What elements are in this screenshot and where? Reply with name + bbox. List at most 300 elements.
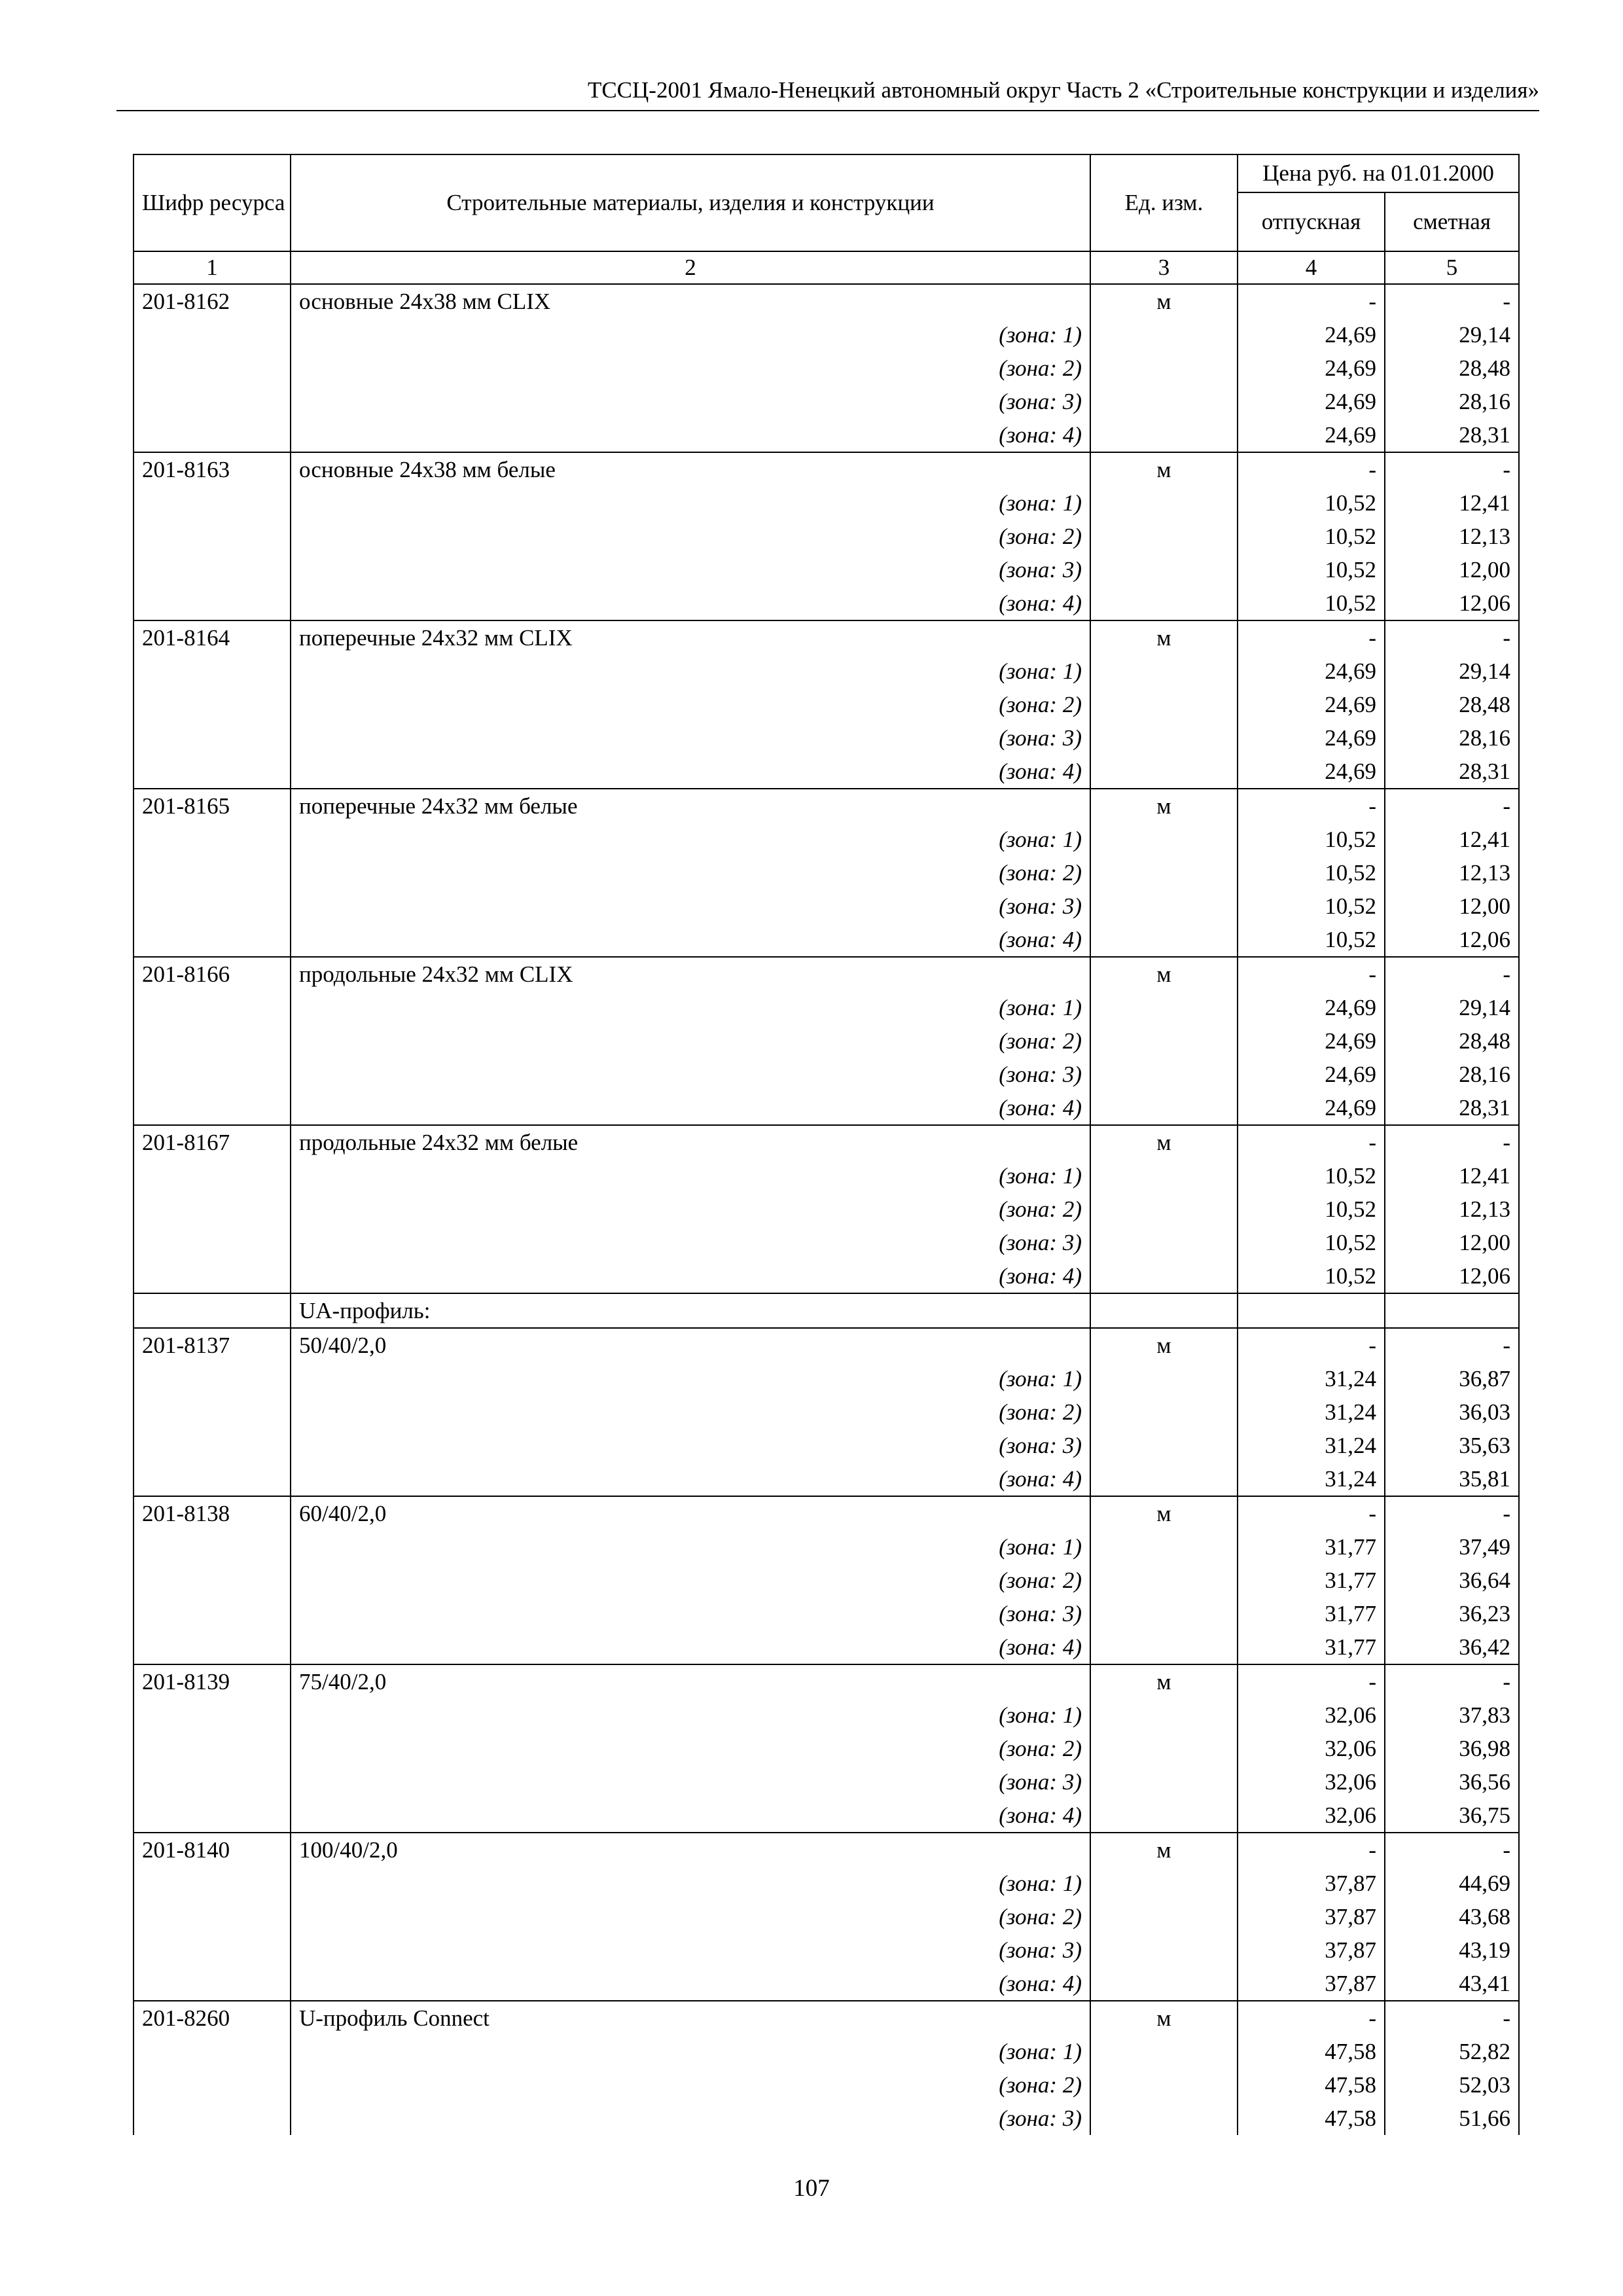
release-price: 32,06 bbox=[1238, 1765, 1385, 1799]
zone-label: (зона: 1) bbox=[291, 1362, 1090, 1395]
unit: м bbox=[1090, 1833, 1238, 1867]
estimate-price: 12,06 bbox=[1385, 1259, 1519, 1293]
zone-row bbox=[134, 2035, 1519, 2068]
unit-cell bbox=[1090, 823, 1238, 856]
zone-row bbox=[134, 823, 1519, 856]
zone-label: (зона: 1) bbox=[291, 1867, 1090, 1900]
column-number: 1 bbox=[134, 251, 291, 284]
zone-label: (зона: 4) bbox=[291, 1799, 1090, 1833]
estimate-price: 12,00 bbox=[1385, 553, 1519, 586]
resource-code-cell bbox=[134, 923, 291, 957]
estimate-price: 28,16 bbox=[1385, 385, 1519, 418]
unit: м bbox=[1090, 789, 1238, 823]
material-name: продольные 24х32 мм белые bbox=[291, 1125, 1090, 1159]
resource-code: 201-8163 bbox=[134, 452, 291, 486]
zone-label: (зона: 1) bbox=[291, 318, 1090, 351]
unit-cell bbox=[1090, 351, 1238, 385]
estimate-price-blank: - bbox=[1385, 284, 1519, 318]
resource-code-cell bbox=[134, 1395, 291, 1429]
material-name: 75/40/2,0 bbox=[291, 1664, 1090, 1698]
unit-cell bbox=[1090, 1732, 1238, 1765]
zone-label: (зона: 3) bbox=[291, 721, 1090, 755]
resource-code: 201-8140 bbox=[134, 1833, 291, 1867]
item-row bbox=[134, 452, 1519, 486]
zone-label: (зона: 3) bbox=[291, 2102, 1090, 2135]
estimate-price: 36,75 bbox=[1385, 1799, 1519, 1833]
estimate-price: 36,56 bbox=[1385, 1765, 1519, 1799]
unit-cell bbox=[1090, 1024, 1238, 1058]
estimate-price: 35,63 bbox=[1385, 1429, 1519, 1462]
zone-label: (зона: 4) bbox=[291, 923, 1090, 957]
resource-code-cell bbox=[134, 2068, 291, 2102]
unit-cell bbox=[1090, 553, 1238, 586]
unit-cell bbox=[1090, 1293, 1238, 1328]
price-table bbox=[133, 154, 1520, 2135]
estimate-price-blank: - bbox=[1385, 620, 1519, 655]
resource-code-cell bbox=[134, 1058, 291, 1091]
release-price: 24,69 bbox=[1238, 385, 1385, 418]
unit: м bbox=[1090, 1664, 1238, 1698]
release-price-blank: - bbox=[1238, 284, 1385, 318]
zone-row bbox=[134, 1900, 1519, 1933]
resource-code-cell bbox=[134, 1462, 291, 1496]
zone-row bbox=[134, 1259, 1519, 1293]
estimate-price: 28,16 bbox=[1385, 1058, 1519, 1091]
resource-code: 201-8164 bbox=[134, 620, 291, 655]
item-row bbox=[134, 284, 1519, 318]
zone-row bbox=[134, 1159, 1519, 1193]
estimate-price-blank: - bbox=[1385, 1125, 1519, 1159]
zone-row bbox=[134, 1193, 1519, 1226]
zone-row bbox=[134, 520, 1519, 553]
zone-label: (зона: 2) bbox=[291, 2068, 1090, 2102]
unit-cell bbox=[1090, 2068, 1238, 2102]
zone-row bbox=[134, 2068, 1519, 2102]
release-price: 24,69 bbox=[1238, 418, 1385, 452]
release-price: 24,69 bbox=[1238, 1058, 1385, 1091]
zone-label: (зона: 3) bbox=[291, 553, 1090, 586]
zone-label: (зона: 1) bbox=[291, 655, 1090, 688]
release-price: 47,58 bbox=[1238, 2035, 1385, 2068]
resource-code-cell bbox=[134, 688, 291, 721]
unit-cell bbox=[1090, 1900, 1238, 1933]
zone-label: (зона: 3) bbox=[291, 385, 1090, 418]
resource-code-cell bbox=[134, 586, 291, 620]
release-price: 31,77 bbox=[1238, 1597, 1385, 1630]
resource-code-cell bbox=[134, 418, 291, 452]
zone-label: (зона: 1) bbox=[291, 2035, 1090, 2068]
zone-label: (зона: 1) bbox=[291, 1159, 1090, 1193]
header-release: отпускная bbox=[1238, 192, 1385, 251]
estimate-price-blank: - bbox=[1385, 2001, 1519, 2035]
estimate-price: 36,64 bbox=[1385, 1564, 1519, 1597]
estimate-price: 12,13 bbox=[1385, 520, 1519, 553]
zone-row bbox=[134, 688, 1519, 721]
release-price: 10,52 bbox=[1238, 1193, 1385, 1226]
unit-cell bbox=[1090, 1630, 1238, 1664]
zone-row bbox=[134, 1765, 1519, 1799]
resource-code-cell bbox=[134, 1597, 291, 1630]
item-row bbox=[134, 789, 1519, 823]
resource-code-cell bbox=[134, 1362, 291, 1395]
zone-label: (зона: 1) bbox=[291, 991, 1090, 1024]
estimate-price: 36,23 bbox=[1385, 1597, 1519, 1630]
resource-code-cell bbox=[134, 1193, 291, 1226]
estimate-price: 28,48 bbox=[1385, 688, 1519, 721]
release-price-blank: - bbox=[1238, 452, 1385, 486]
release-price-blank: - bbox=[1238, 620, 1385, 655]
zone-label: (зона: 4) bbox=[291, 1091, 1090, 1125]
zone-row bbox=[134, 1429, 1519, 1462]
release-price: 10,52 bbox=[1238, 1159, 1385, 1193]
resource-code: 201-8138 bbox=[134, 1496, 291, 1530]
unit-cell bbox=[1090, 923, 1238, 957]
zone-label: (зона: 4) bbox=[291, 1462, 1090, 1496]
release-price: 10,52 bbox=[1238, 486, 1385, 520]
release-price: 32,06 bbox=[1238, 1698, 1385, 1732]
release-price: 24,69 bbox=[1238, 318, 1385, 351]
zone-row bbox=[134, 1091, 1519, 1125]
column-number: 4 bbox=[1238, 251, 1385, 284]
zone-label: (зона: 3) bbox=[291, 889, 1090, 923]
release-price: 47,58 bbox=[1238, 2102, 1385, 2135]
resource-code-cell bbox=[134, 755, 291, 789]
estimate-price: 51,66 bbox=[1385, 2102, 1519, 2135]
release-price: 24,69 bbox=[1238, 1024, 1385, 1058]
page-number: 107 bbox=[793, 2175, 830, 2202]
release-price-blank: - bbox=[1238, 789, 1385, 823]
release-price: 47,58 bbox=[1238, 2068, 1385, 2102]
resource-code-cell bbox=[134, 1900, 291, 1933]
release-price: 10,52 bbox=[1238, 520, 1385, 553]
estimate-price: 36,87 bbox=[1385, 1362, 1519, 1395]
resource-code-cell bbox=[134, 655, 291, 688]
unit: м bbox=[1090, 452, 1238, 486]
release-price: 24,69 bbox=[1238, 721, 1385, 755]
release-price-blank: - bbox=[1238, 1496, 1385, 1530]
item-row bbox=[134, 1833, 1519, 1867]
zone-row bbox=[134, 486, 1519, 520]
zone-label: (зона: 4) bbox=[291, 1967, 1090, 2001]
unit-cell bbox=[1090, 1058, 1238, 1091]
resource-code-cell bbox=[134, 823, 291, 856]
resource-code-cell bbox=[134, 2102, 291, 2135]
zone-label: (зона: 4) bbox=[291, 1259, 1090, 1293]
unit-cell bbox=[1090, 755, 1238, 789]
zone-label: (зона: 2) bbox=[291, 1395, 1090, 1429]
item-row bbox=[134, 1664, 1519, 1698]
estimate-price: 28,48 bbox=[1385, 1024, 1519, 1058]
document-title: ТССЦ-2001 Ямало-Ненецкий автономный округ Часть 2 «Строительные конструкции и изделия» bbox=[587, 77, 1539, 103]
unit-cell bbox=[1090, 889, 1238, 923]
estimate-price-blank: - bbox=[1385, 1496, 1519, 1530]
unit-cell bbox=[1090, 1362, 1238, 1395]
unit: м bbox=[1090, 1125, 1238, 1159]
zone-label: (зона: 2) bbox=[291, 1564, 1090, 1597]
estimate-price: 37,49 bbox=[1385, 1530, 1519, 1564]
resource-code-cell bbox=[134, 553, 291, 586]
release-price: 24,69 bbox=[1238, 351, 1385, 385]
release-price: 10,52 bbox=[1238, 856, 1385, 889]
resource-code-cell bbox=[134, 1429, 291, 1462]
resource-code: 201-8165 bbox=[134, 789, 291, 823]
item-row bbox=[134, 620, 1519, 655]
unit-cell bbox=[1090, 318, 1238, 351]
zone-row bbox=[134, 1732, 1519, 1765]
zone-row bbox=[134, 553, 1519, 586]
estimate-price: 35,81 bbox=[1385, 1462, 1519, 1496]
resource-code: 201-8167 bbox=[134, 1125, 291, 1159]
estimate-price: 12,41 bbox=[1385, 1159, 1519, 1193]
zone-row bbox=[134, 418, 1519, 452]
zone-row bbox=[134, 385, 1519, 418]
resource-code-cell bbox=[134, 1765, 291, 1799]
resource-code-cell bbox=[134, 1259, 291, 1293]
resource-code-cell bbox=[134, 1630, 291, 1664]
zone-label: (зона: 2) bbox=[291, 351, 1090, 385]
page-header bbox=[116, 71, 1539, 111]
release-price-blank: - bbox=[1238, 2001, 1385, 2035]
zone-label: (зона: 4) bbox=[291, 586, 1090, 620]
column-number: 3 bbox=[1090, 251, 1238, 284]
zone-row bbox=[134, 586, 1519, 620]
estimate-price: 12,00 bbox=[1385, 1226, 1519, 1259]
item-row bbox=[134, 1496, 1519, 1530]
resource-code-cell bbox=[134, 1933, 291, 1967]
item-row bbox=[134, 2001, 1519, 2035]
estimate-price: 28,31 bbox=[1385, 418, 1519, 452]
release-price: 31,24 bbox=[1238, 1429, 1385, 1462]
release-price: 24,69 bbox=[1238, 755, 1385, 789]
unit-cell bbox=[1090, 2035, 1238, 2068]
release-price: 10,52 bbox=[1238, 889, 1385, 923]
release-price: 10,52 bbox=[1238, 586, 1385, 620]
zone-label: (зона: 2) bbox=[291, 688, 1090, 721]
unit-cell bbox=[1090, 1564, 1238, 1597]
material-name: поперечные 24х32 мм CLIX bbox=[291, 620, 1090, 655]
unit-cell bbox=[1090, 991, 1238, 1024]
unit-cell bbox=[1090, 655, 1238, 688]
unit-cell bbox=[1090, 856, 1238, 889]
release-price: 37,87 bbox=[1238, 1900, 1385, 1933]
zone-label: (зона: 1) bbox=[291, 823, 1090, 856]
release-price: 31,24 bbox=[1238, 1462, 1385, 1496]
release-price: 24,69 bbox=[1238, 688, 1385, 721]
material-name: поперечные 24х32 мм белые bbox=[291, 789, 1090, 823]
release-price: 37,87 bbox=[1238, 1967, 1385, 2001]
estimate-price: 12,06 bbox=[1385, 923, 1519, 957]
unit-cell bbox=[1090, 520, 1238, 553]
estimate-price: 29,14 bbox=[1385, 991, 1519, 1024]
estimate-price: 28,48 bbox=[1385, 351, 1519, 385]
release-price: 31,24 bbox=[1238, 1395, 1385, 1429]
unit-cell bbox=[1090, 721, 1238, 755]
table-header bbox=[134, 154, 1519, 284]
estimate-price: 12,41 bbox=[1385, 823, 1519, 856]
resource-code-cell bbox=[134, 1867, 291, 1900]
unit-cell bbox=[1090, 586, 1238, 620]
unit-cell bbox=[1090, 1462, 1238, 1496]
unit-cell bbox=[1090, 2102, 1238, 2135]
zone-row bbox=[134, 1698, 1519, 1732]
release-price: 10,52 bbox=[1238, 553, 1385, 586]
material-name: основные 24х38 мм CLIX bbox=[291, 284, 1090, 318]
zone-label: (зона: 1) bbox=[291, 1530, 1090, 1564]
zone-label: (зона: 2) bbox=[291, 856, 1090, 889]
unit-cell bbox=[1090, 1765, 1238, 1799]
estimate-price: 36,98 bbox=[1385, 1732, 1519, 1765]
estimate-price: 28,31 bbox=[1385, 1091, 1519, 1125]
zone-label: (зона: 2) bbox=[291, 1024, 1090, 1058]
material-name: основные 24х38 мм белые bbox=[291, 452, 1090, 486]
group-row bbox=[134, 1293, 1519, 1328]
zone-row bbox=[134, 923, 1519, 957]
resource-code-cell bbox=[134, 1530, 291, 1564]
release-price: 37,87 bbox=[1238, 1933, 1385, 1967]
zone-row bbox=[134, 1564, 1519, 1597]
zone-row bbox=[134, 351, 1519, 385]
release-price: 31,77 bbox=[1238, 1530, 1385, 1564]
zone-row bbox=[134, 2102, 1519, 2135]
unit-cell bbox=[1090, 688, 1238, 721]
unit: м bbox=[1090, 1328, 1238, 1362]
item-row bbox=[134, 957, 1519, 991]
unit-cell bbox=[1090, 1698, 1238, 1732]
unit-cell bbox=[1090, 1193, 1238, 1226]
estimate-price: 12,13 bbox=[1385, 1193, 1519, 1226]
material-name: 50/40/2,0 bbox=[291, 1328, 1090, 1362]
material-name: 100/40/2,0 bbox=[291, 1833, 1090, 1867]
zone-label: (зона: 4) bbox=[291, 1630, 1090, 1664]
zone-label: (зона: 3) bbox=[291, 1765, 1090, 1799]
estimate-price-blank: - bbox=[1385, 1664, 1519, 1698]
zone-row bbox=[134, 1395, 1519, 1429]
unit-cell bbox=[1090, 1429, 1238, 1462]
zone-row bbox=[134, 991, 1519, 1024]
estimate-price-blank: - bbox=[1385, 789, 1519, 823]
resource-code-cell bbox=[134, 1159, 291, 1193]
estimate-price: 43,41 bbox=[1385, 1967, 1519, 2001]
estimate-price: 12,13 bbox=[1385, 856, 1519, 889]
zone-row bbox=[134, 1226, 1519, 1259]
zone-row bbox=[134, 721, 1519, 755]
estimate-price: 12,06 bbox=[1385, 586, 1519, 620]
unit: м bbox=[1090, 1496, 1238, 1530]
zone-label: (зона: 2) bbox=[291, 520, 1090, 553]
estimate-price: 28,16 bbox=[1385, 721, 1519, 755]
unit-cell bbox=[1090, 1530, 1238, 1564]
resource-code-cell bbox=[134, 1698, 291, 1732]
unit: м bbox=[1090, 620, 1238, 655]
zone-row bbox=[134, 1967, 1519, 2001]
zone-row bbox=[134, 1867, 1519, 1900]
zone-label: (зона: 2) bbox=[291, 1900, 1090, 1933]
unit-cell bbox=[1090, 418, 1238, 452]
item-row bbox=[134, 1328, 1519, 1362]
header-unit: Ед. изм. bbox=[1090, 154, 1238, 251]
release-price: 10,52 bbox=[1238, 823, 1385, 856]
group-name: UA-профиль: bbox=[291, 1293, 1090, 1328]
header-code: Шифр ресурса bbox=[134, 154, 291, 251]
header-estimate: сметная bbox=[1385, 192, 1519, 251]
zone-label: (зона: 2) bbox=[291, 1732, 1090, 1765]
release-price-blank: - bbox=[1238, 1125, 1385, 1159]
release-price: 37,87 bbox=[1238, 1867, 1385, 1900]
unit: м bbox=[1090, 2001, 1238, 2035]
release-price: 24,69 bbox=[1238, 1091, 1385, 1125]
resource-code: 201-8260 bbox=[134, 2001, 291, 2035]
unit-cell bbox=[1090, 1226, 1238, 1259]
resource-code: 201-8166 bbox=[134, 957, 291, 991]
resource-code-cell bbox=[134, 2035, 291, 2068]
unit-cell bbox=[1090, 1259, 1238, 1293]
release-price-blank: - bbox=[1238, 957, 1385, 991]
resource-code-cell bbox=[134, 721, 291, 755]
resource-code-cell bbox=[134, 351, 291, 385]
resource-code-cell bbox=[134, 1091, 291, 1125]
estimate-price: 36,03 bbox=[1385, 1395, 1519, 1429]
estimate-price: 12,00 bbox=[1385, 889, 1519, 923]
estimate-price-blank: - bbox=[1385, 452, 1519, 486]
material-name: U-профиль Connect bbox=[291, 2001, 1090, 2035]
zone-row bbox=[134, 1933, 1519, 1967]
zone-row bbox=[134, 1597, 1519, 1630]
zone-row bbox=[134, 755, 1519, 789]
zone-row bbox=[134, 1530, 1519, 1564]
zone-label: (зона: 4) bbox=[291, 755, 1090, 789]
zone-label: (зона: 1) bbox=[291, 486, 1090, 520]
release-price: 10,52 bbox=[1238, 923, 1385, 957]
zone-label: (зона: 4) bbox=[291, 418, 1090, 452]
release-price: 31,24 bbox=[1238, 1362, 1385, 1395]
release-price: 31,77 bbox=[1238, 1630, 1385, 1664]
resource-code-cell bbox=[134, 318, 291, 351]
release-price-blank: - bbox=[1238, 1328, 1385, 1362]
zone-label: (зона: 3) bbox=[291, 1933, 1090, 1967]
estimate-price: 43,19 bbox=[1385, 1933, 1519, 1967]
zone-row bbox=[134, 1799, 1519, 1833]
resource-code-cell bbox=[134, 1564, 291, 1597]
zone-label: (зона: 1) bbox=[291, 1698, 1090, 1732]
release-price: 32,06 bbox=[1238, 1799, 1385, 1833]
resource-code-cell bbox=[134, 856, 291, 889]
unit-cell bbox=[1090, 1799, 1238, 1833]
resource-code-cell bbox=[134, 385, 291, 418]
unit-cell bbox=[1090, 1395, 1238, 1429]
estimate-price: 36,42 bbox=[1385, 1630, 1519, 1664]
release-price: 24,69 bbox=[1238, 991, 1385, 1024]
estimate-price-blank: - bbox=[1385, 1328, 1519, 1362]
resource-code: 201-8139 bbox=[134, 1664, 291, 1698]
zone-label: (зона: 2) bbox=[291, 1193, 1090, 1226]
resource-code-cell bbox=[134, 1732, 291, 1765]
zone-row bbox=[134, 1058, 1519, 1091]
zone-label: (зона: 3) bbox=[291, 1597, 1090, 1630]
resource-code-cell bbox=[134, 520, 291, 553]
resource-code-cell bbox=[134, 486, 291, 520]
release-price: 10,52 bbox=[1238, 1259, 1385, 1293]
estimate-price: 29,14 bbox=[1385, 655, 1519, 688]
resource-code-cell bbox=[134, 1293, 291, 1328]
resource-code: 201-8162 bbox=[134, 284, 291, 318]
release-price-blank: - bbox=[1238, 1664, 1385, 1698]
estimate-price: 29,14 bbox=[1385, 318, 1519, 351]
release-price: 24,69 bbox=[1238, 655, 1385, 688]
item-row bbox=[134, 1125, 1519, 1159]
column-number: 5 bbox=[1385, 251, 1519, 284]
unit-cell bbox=[1090, 1091, 1238, 1125]
zone-row bbox=[134, 318, 1519, 351]
